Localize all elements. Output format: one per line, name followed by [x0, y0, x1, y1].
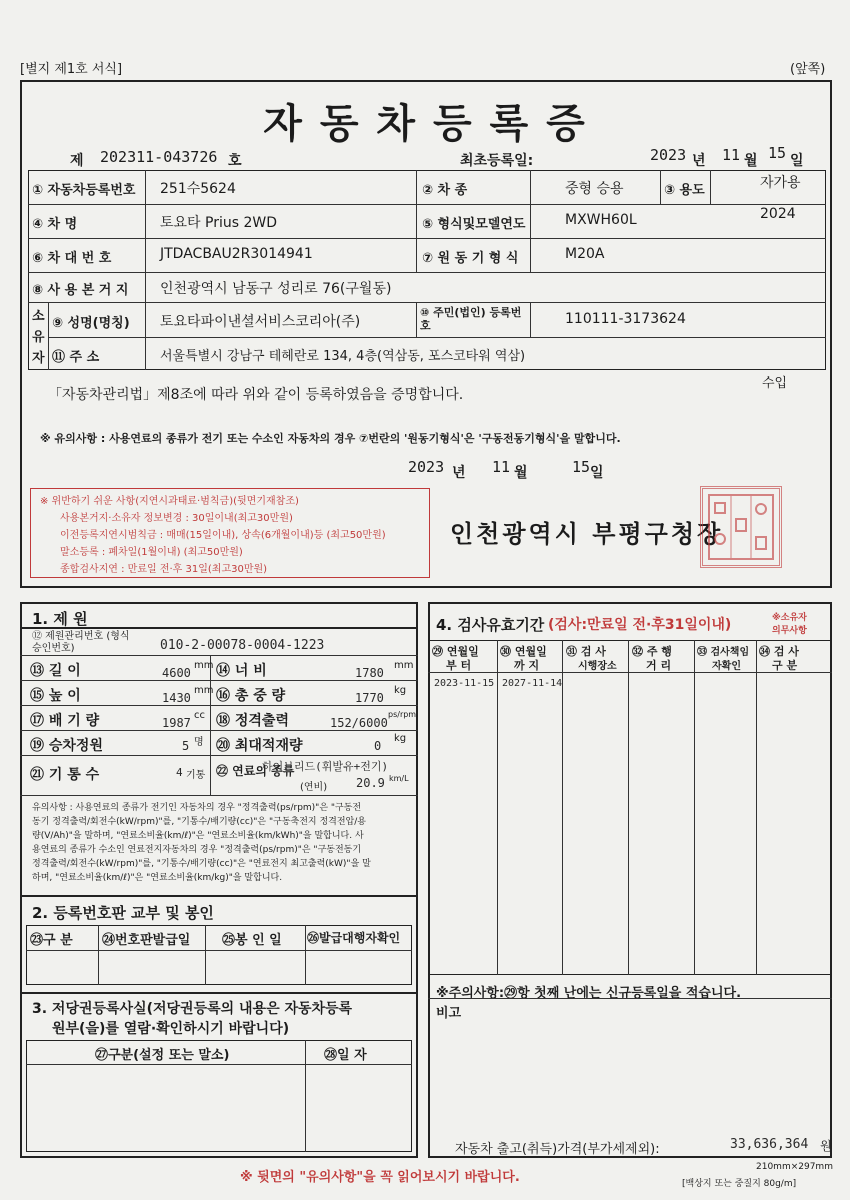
f10-label: ⑩ 주민(법인) 등록번호	[420, 306, 522, 332]
warning-line-4: 말소등록 : 폐차일(1월이내) (최고50만원)	[60, 547, 243, 558]
fuel-efficiency-label: (연비)	[300, 782, 328, 793]
official-seal	[700, 486, 782, 568]
owner-duty-line-2: 의무사항	[772, 626, 807, 636]
cert-number: 202311-043726	[100, 148, 218, 166]
issue-year: 2023	[408, 458, 445, 476]
revenue-stamp-label: 수입	[762, 376, 788, 391]
height-unit: mm	[194, 685, 214, 696]
corporate-reg-number: 110111-3173624	[565, 311, 686, 327]
seal-icon	[703, 489, 779, 565]
spec-notice-line-1: 유의사항 : 사용연료의 종류가 전기인 자동차의 경우 "정격출력(ps/rpm)"은 "구동전	[32, 803, 362, 813]
s18-label: ⑱ 정격출력	[216, 713, 289, 729]
plates-col-issue-date: ㉔번호판발급일	[102, 933, 191, 948]
s15-label: ⑮ 높 이	[30, 688, 81, 704]
certify-statement: 「자동차관리법」제8조에 따라 위와 같이 등록하였음을 증명합니다.	[48, 387, 464, 403]
col34-line-2: 구 분	[772, 659, 798, 672]
seating-capacity-value: 5	[182, 739, 190, 753]
s19-label: ⑲ 승차정원	[30, 738, 103, 754]
vehicle-price: 33,636,364	[730, 1137, 809, 1152]
warning-line-3: 이전등록지연시범칙금 : 매매(15일이내), 상속(6개월이내)등 (최고50만원)	[60, 530, 386, 541]
col32-line-2: 거 리	[646, 659, 672, 672]
col30-line-2: 까 지	[514, 659, 540, 672]
first-reg-day-unit: 일	[790, 153, 804, 169]
f2-label: ② 차 종	[422, 183, 468, 198]
issue-day: 15	[572, 458, 591, 476]
inspection-notice: ※주의사항:㉙항 첫째 난에는 신규등록일을 적습니다.	[436, 986, 742, 1001]
f9-label: ⑨ 성명(명칭)	[52, 316, 130, 331]
vin-number: JTDACBAU2R3014941	[160, 246, 313, 262]
col33-line-1: ㉝ 검사책임	[697, 647, 750, 658]
model-year: 2024	[760, 206, 796, 222]
front-side-label: (앞쪽)	[790, 62, 826, 77]
first-reg-month: 11	[722, 146, 741, 164]
vehicle-name: 토요타 Prius 2WD	[160, 215, 278, 231]
vehicle-reg-number: 251수5624	[160, 181, 236, 197]
f11-label: ⑪ 주 소	[52, 350, 100, 365]
spec-management-number: 010-2-00078-0004-1223	[160, 638, 325, 653]
cert-no-suffix: 호	[228, 153, 242, 169]
owner-duty-line-1: ※소유자	[772, 613, 807, 623]
length-unit: mm	[194, 660, 214, 671]
price-unit: 원	[820, 1139, 832, 1153]
fuel-efficiency-unit: km/L	[389, 774, 409, 783]
issuer-name: 인천광역시 부평구청장	[450, 519, 724, 548]
form-number-label: [별지 제1호 서식]	[20, 62, 123, 77]
first-registration-label: 최초등록일:	[460, 153, 534, 169]
s13-label: ⑬ 길 이	[30, 663, 81, 679]
s17-label: ⑰ 배 기 량	[30, 713, 100, 729]
rated-output-unit: ps/rpm	[388, 710, 417, 719]
base-location: 인천광역시 남동구 성리로 76(구월동)	[160, 281, 392, 297]
max-load-unit: kg	[394, 733, 407, 744]
warning-line-2: 사용본거지·소유자 정보변경 : 30일이내(최고30만원)	[60, 513, 293, 524]
model-type: MXWH60L	[565, 212, 637, 228]
issue-day-unit: 일	[590, 465, 604, 481]
spec-notice-line-2: 동기 정격출력/회전수(kW/rpm)"를, "기통수/배기량(cc)"은 "구동축전지 정격전압/용	[32, 817, 366, 827]
owner-vertical-1: 소	[32, 309, 45, 324]
max-load-value: 0	[374, 739, 382, 753]
first-reg-year-unit: 년	[692, 153, 706, 169]
page-title: 자 동 차 등 록 증	[263, 100, 587, 147]
first-reg-month-unit: 월	[744, 153, 758, 169]
spec-notice-line-4: 용연료의 종류가 수소인 연료전지자동차의 경우 "정격출력(ps/rpm)"은 "구동전동기	[32, 845, 362, 855]
col31-line-1: ㉛ 검 사	[566, 645, 606, 658]
registration-table	[28, 170, 826, 370]
f1-label: ① 자동차등록번호	[32, 183, 136, 198]
cert-no-prefix: 제	[70, 153, 84, 169]
f4-label: ④ 차 명	[32, 217, 78, 232]
f5-label: ⑤ 형식및모델연도	[422, 217, 526, 232]
col29-line-1: ㉙ 연월일	[432, 645, 479, 658]
width-value: 1780	[355, 666, 384, 680]
gross-weight-unit: kg	[394, 685, 407, 696]
col32-line-1: ㉜ 주 행	[632, 645, 672, 658]
warning-line-1: ※ 위반하기 쉬운 사항(지연시과태료·범칙금)(뒷면기재참조)	[40, 496, 299, 507]
plates-col-agent-confirm: ㉖발급대행자확인	[307, 931, 401, 945]
inspection-table	[428, 640, 832, 975]
s14-label: ⑭ 너 비	[216, 663, 267, 679]
width-unit: mm	[394, 660, 414, 671]
vehicle-type: 중형 승용	[565, 181, 624, 197]
electric-fuel-notice: ※ 유의사항 : 사용연료의 종류가 전기 또는 수소인 자동차의 경우 ⑦번란의 '원동기형식'은 '구동전동기형식'을 말합니다.	[40, 432, 621, 445]
displacement-unit: cc	[194, 710, 205, 721]
spec-notice-line-3: 량(V/Ah)"을 말하며, "연료소비율(km/ℓ)"은 "연료소비율(km/kWh)"을 말합니다. 사	[32, 831, 364, 841]
first-reg-year: 2023	[650, 146, 687, 164]
price-label: 자동차 출고(취득)가격(부가세제외):	[455, 1142, 660, 1157]
plates-col-category: ㉓구 분	[30, 933, 73, 948]
plates-col-seal-date: ㉕봉 인 일	[222, 933, 282, 948]
s12-label: ⑫ 제원관리번호 (형식승인번호)	[32, 631, 130, 654]
f8-label: ⑧ 사 용 본 거 지	[32, 283, 129, 298]
plates-heading: 2. 등록번호판 교부 및 봉인	[32, 904, 214, 922]
footer-notice: ※ 뒷면의 "유의사항"을 꼭 읽어보시기 바랍니다.	[240, 1170, 520, 1185]
fuel-type-value: 하이브리드(휘발유+전기)	[262, 760, 389, 773]
spec-notice-line-6: 하며, "연료소비율(km/ℓ)"은 "연료소비율(km/kg)"을 말합니다.	[32, 873, 283, 883]
col34-line-1: ㉞ 검 사	[759, 645, 799, 658]
specs-heading: 1. 제 원	[32, 610, 88, 628]
s16-label: ⑯ 총 중 량	[216, 688, 286, 704]
cylinders-value: 4	[176, 766, 183, 779]
first-reg-day: 15	[768, 144, 787, 162]
cylinders-unit: 기통	[186, 770, 206, 781]
fuel-efficiency-value: 20.9	[356, 776, 385, 790]
owner-name: 토요타파이낸셜서비스코리아(주)	[160, 314, 361, 330]
f3-label: ③ 용도	[664, 183, 705, 198]
warning-line-5: 종합검사지연 : 만료일 전·후 31일(최고30만원)	[60, 564, 268, 575]
lien-col-date: ㉘일 자	[324, 1048, 367, 1063]
lien-heading-2: 원부(을)를 열람·확인하시기 바랍니다)	[52, 1021, 290, 1037]
displacement-value: 1987	[162, 716, 191, 730]
issue-year-unit: 년	[452, 465, 466, 481]
owner-address: 서울특별시 강남구 테헤란로 134, 4층(역삼동, 포스코타워 역삼)	[160, 349, 526, 364]
issue-month: 11	[492, 458, 511, 476]
gross-weight-value: 1770	[355, 691, 384, 705]
inspection-heading: 4. 검사유효기간	[436, 616, 545, 634]
inspection-from-date: 2023-11-15	[434, 678, 495, 689]
s21-label: ㉑ 기 통 수	[30, 767, 100, 783]
spec-notice-line-5: 정격출력/회전수(kW/rpm)"를, "기통수/배기량(cc)"은 "연료전지 최고출력(kW)"을 말	[32, 859, 371, 869]
length-value: 4600	[162, 666, 191, 680]
vehicle-use: 자가용	[760, 175, 801, 191]
height-value: 1430	[162, 691, 191, 705]
paper-type: [백상지 또는 중질지 80g/m]	[682, 1179, 797, 1189]
lien-col-category: ㉗구분(설정 또는 말소)	[95, 1048, 230, 1063]
col29-line-2: 부 터	[446, 659, 472, 672]
col33-line-2: 자확인	[712, 661, 741, 672]
rated-output-value: 152/6000	[330, 716, 388, 730]
paper-size: 210mm×297mm	[756, 1162, 833, 1172]
engine-type: M20A	[565, 246, 605, 262]
owner-vertical-3: 자	[32, 351, 45, 366]
lien-heading-1: 3. 저당권등록사실(저당권등록의 내용은 자동차등록	[32, 1001, 353, 1017]
inspection-to-date: 2027-11-14	[502, 678, 563, 689]
col31-line-2: 시행장소	[578, 661, 617, 672]
f6-label: ⑥ 차 대 번 호	[32, 251, 112, 266]
s22-label: ㉒ 연료의 종류	[216, 764, 295, 778]
remarks-label: 비고	[436, 1006, 462, 1021]
f7-label: ⑦ 원 동 기 형 식	[422, 251, 519, 266]
issue-month-unit: 월	[514, 465, 528, 481]
owner-vertical-2: 유	[32, 330, 45, 345]
col30-line-1: ㉚ 연월일	[500, 645, 547, 658]
inspection-heading-note: (검사:만료일 전·후31일이내)	[548, 617, 732, 633]
seating-capacity-unit: 명	[194, 737, 204, 748]
s20-label: ⑳ 최대적재량	[216, 738, 303, 754]
